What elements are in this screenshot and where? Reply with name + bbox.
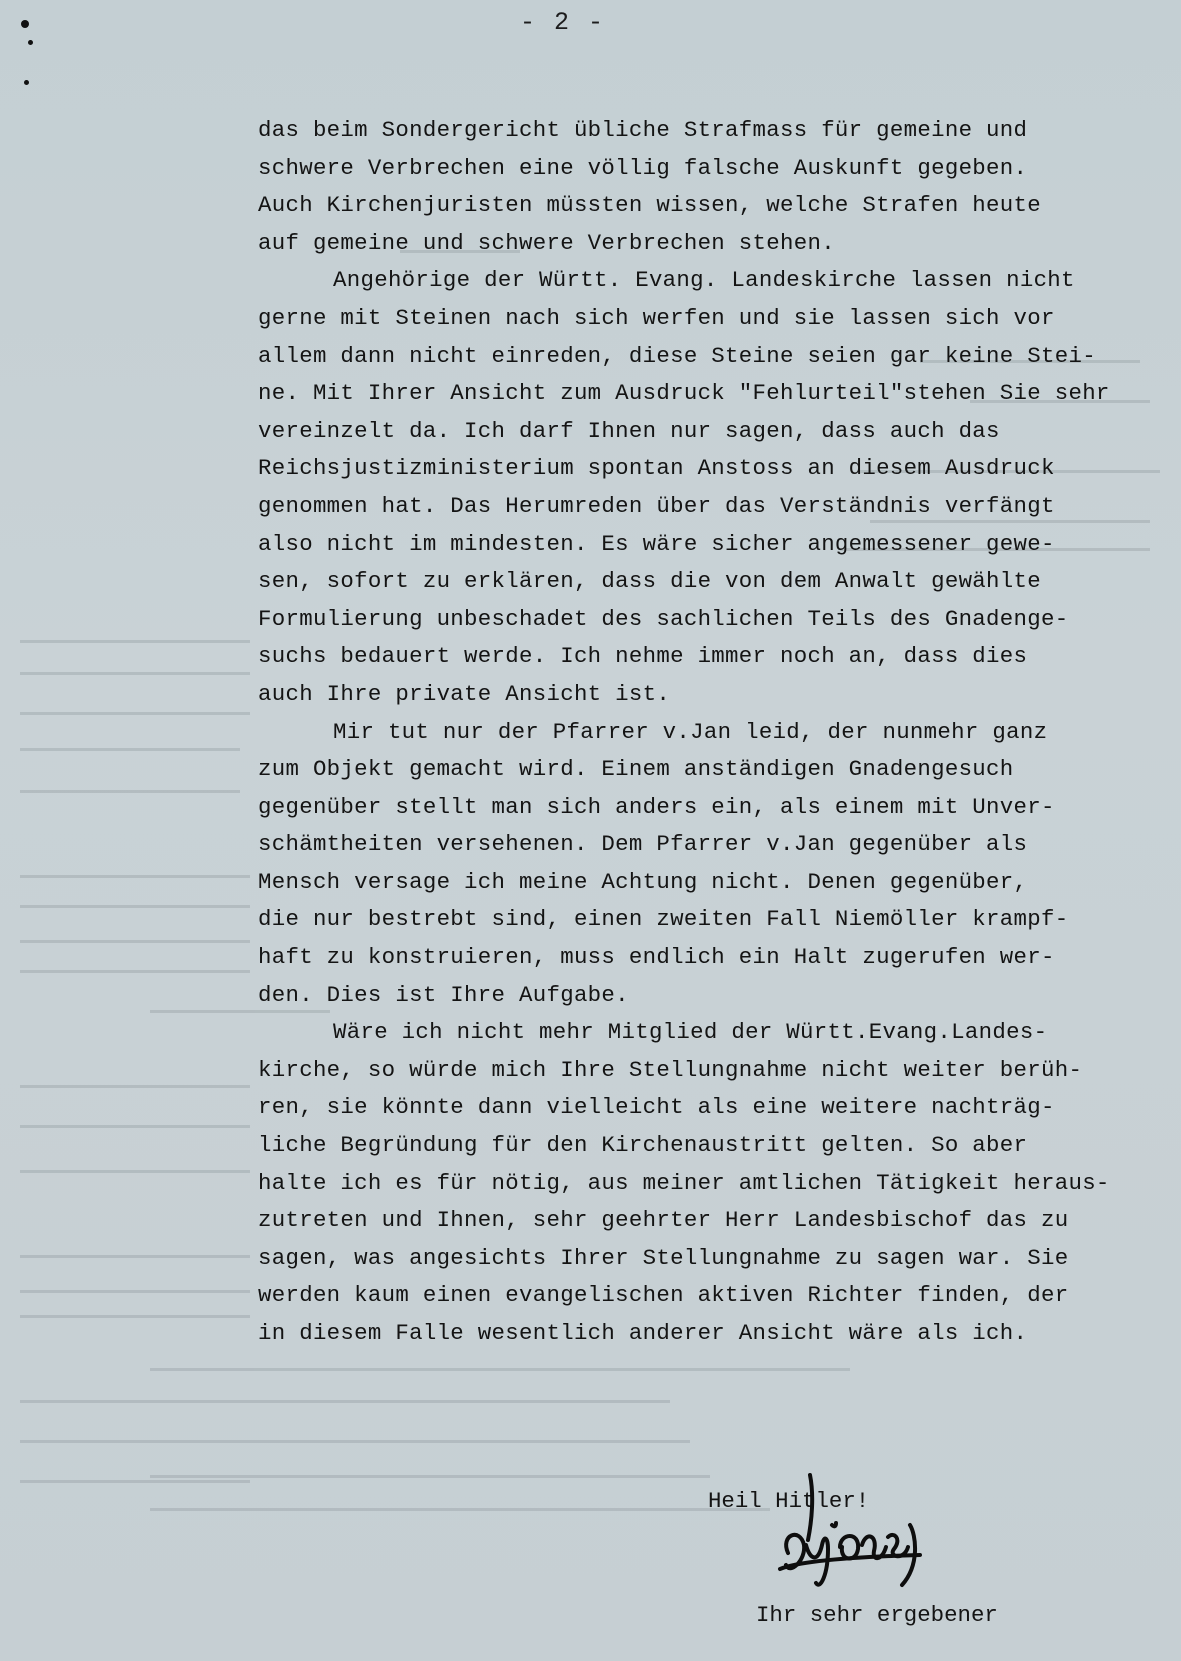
text-line: allem dann nicht einreden, diese Steine seien gar keine Stei- [258,342,1096,369]
text-line: suchs bedauert werde. Ich nehme immer noch an, dass dies [258,643,1028,670]
text-line: liche Begründung für den Kirchenaustritt gelten. So aber [258,1132,1028,1159]
text-line: auch Ihre private Ansicht ist. [258,680,671,707]
text-line: genommen hat. Das Herumreden über das Verständnis verfängt [258,492,1055,519]
text-line: Mensch versage ich meine Achtung nicht. Denen gegenüber, [258,868,1028,895]
text-line: also nicht im mindesten. Es wäre sicher angemessener gewe- [258,530,1055,557]
paragraph-2 [258,262,1163,713]
text-line: sen, sofort zu erklären, dass die von dem Anwalt gewählte [258,568,1041,595]
text-line: zum Objekt gemacht wird. Einem anständigen Gnadengesuch [258,756,1014,783]
text-line: kirche, so würde mich Ihre Stellungnahme nicht weiter berüh- [258,1056,1083,1083]
handwritten-signature-icon [770,1465,940,1595]
text-line: haft zu konstruieren, muss endlich ein Halt zugerufen wer- [258,944,1055,971]
text-line: Angehörige der Württ. Evang. Landeskirche lassen nicht [333,267,1075,294]
text-line: schwere Verbrechen eine völlig falsche Auskunft gegeben. [258,154,1028,181]
text-line: gegenüber stellt man sich anders ein, als einem mit Unver- [258,793,1055,820]
text-line: schämtheiten versehenen. Dem Pfarrer v.Jan gegenüber als [258,831,1028,858]
text-line: ne. Mit Ihrer Ansicht zum Ausdruck "Fehlurteil"stehen Sie sehr [258,380,1110,407]
letter-body [258,112,1163,1353]
text-line: vereinzelt da. Ich darf Ihnen nur sagen, dass auch das [258,417,1000,444]
text-line: das beim Sondergericht übliche Strafmass für gemeine und [258,117,1028,143]
edge-mark [28,40,33,45]
page-number: - 2 - [520,8,606,37]
text-line: Formulierung unbeschadet des sachlichen Teils des Gnadenge- [258,605,1069,632]
text-line: die nur bestrebt sind, einen zweiten Fall Niemöller krampf- [258,906,1069,933]
paragraph-1 [258,112,1163,262]
valediction: Ihr sehr ergebener [756,1602,998,1628]
text-line: Mir tut nur der Pfarrer v.Jan leid, der nunmehr ganz [333,718,1048,745]
edge-mark [21,20,29,28]
text-line: zutreten und Ihnen, sehr geehrter Herr Landesbischof das zu [258,1207,1069,1234]
text-line: Reichsjustizministerium spontan Anstoss an diesem Ausdruck [258,455,1055,482]
text-line: werden kaum einen evangelischen aktiven Richter finden, der [258,1282,1069,1309]
paragraph-4 [258,1014,1163,1352]
paragraph-3 [258,714,1163,1015]
text-line: gerne mit Steinen nach sich werfen und sie lassen sich vor [258,304,1055,331]
text-line: ren, sie könnte dann vielleicht als eine weitere nachträg- [258,1094,1055,1121]
text-line: Wäre ich nicht mehr Mitglied der Württ.Evang.Landes- [333,1019,1048,1046]
text-line: halte ich es für nötig, aus meiner amtlichen Tätigkeit heraus- [258,1169,1110,1196]
text-line: auf gemeine und schwere Verbrechen stehen. [258,229,835,256]
salutation: Heil Hitler! [708,1488,870,1514]
text-line: den. Dies ist Ihre Aufgabe. [258,981,629,1008]
edge-mark [24,80,29,85]
text-line: sagen, was angesichts Ihrer Stellungnahme zu sagen war. Sie [258,1244,1069,1271]
text-line: Auch Kirchenjuristen müssten wissen, welche Strafen heute [258,192,1041,219]
text-line: in diesem Falle wesentlich anderer Ansicht wäre als ich. [258,1320,1028,1346]
